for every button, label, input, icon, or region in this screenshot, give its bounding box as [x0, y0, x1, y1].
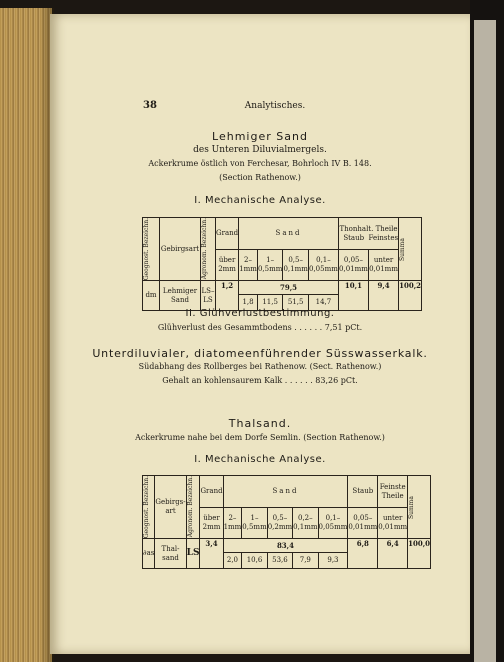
- staub-sub-header: 0,05–0,01mm: [348, 508, 378, 539]
- col-thon-header: Thonhalt. Theile Staub Feinstes: [338, 218, 398, 250]
- col-gebirgsart-header: Gebirgs-art: [155, 476, 186, 539]
- row-summa: 100,0: [408, 539, 431, 569]
- col-summa-header: Summa: [399, 218, 422, 281]
- sand-sub-header-5: 0,1–0,05mm: [318, 508, 348, 539]
- sand-sub-header-3: 0,5–0,1mm: [283, 250, 309, 281]
- col-gebirgsart-header: Gebirgsart: [160, 218, 201, 281]
- col-grand-header: Grand: [216, 218, 239, 250]
- section2-line: Gehalt an kohlensaurem Kalk . . . . . . 83,26 pCt.: [162, 376, 358, 385]
- col-summa-header: Summa: [408, 476, 431, 539]
- row-geognost: dm: [143, 281, 160, 311]
- row-sand-part-3: 53,6: [267, 553, 292, 569]
- section1-subtitle: des Unteren Diluvialmergels.: [193, 145, 327, 155]
- staub-sub-header: 0,05–0,01mm: [338, 250, 368, 281]
- section3-analysis-table: [142, 475, 431, 569]
- section3-title: Thalsand.: [228, 417, 292, 430]
- row-sand-part-1: 1,8: [239, 295, 258, 311]
- row-sand-total: 79,5: [239, 281, 339, 295]
- sand-sub-header-4: 0,1–0,05mm: [308, 250, 338, 281]
- sand-sub-header-3: 0,5–0,2mm: [267, 508, 292, 539]
- col-staub-header: Staub: [348, 476, 378, 508]
- section3-analysis-heading: I. Mechanische Analyse.: [194, 454, 326, 465]
- sand-sub-header-2: 1–0,5mm: [242, 508, 267, 539]
- page-number: 38: [143, 100, 157, 111]
- row-geognost: ∂as: [143, 539, 155, 569]
- row-staub: 10,1: [338, 281, 368, 311]
- section1-gluh-heading: II. Glühverlustbestimmung.: [185, 308, 335, 319]
- section3-location: Ackerkrume nahe bei dem Dorfe Semlin. (Section Rathenow.): [135, 433, 385, 442]
- row-agronom: LS–LS: [201, 281, 216, 311]
- section1-section: (Section Rathenow.): [219, 173, 301, 182]
- row-sand-part-1: 2,0: [223, 553, 242, 569]
- section1-analysis-heading: I. Mechanische Analyse.: [194, 195, 326, 206]
- col-feinst-header: Feinste Theile: [378, 476, 408, 508]
- grand-sub-header: über 2mm: [200, 508, 223, 539]
- sand-sub-header-2: 1–0,5mm: [257, 250, 282, 281]
- grand-sub-header: über 2mm: [216, 250, 239, 281]
- row-gebirgsart: Lehmiger Sand: [160, 281, 201, 311]
- row-sand-part-3: 51,5: [283, 295, 309, 311]
- row-sand-part-4: 14,7: [308, 295, 338, 311]
- sand-sub-header-1: 2–1mm: [223, 508, 242, 539]
- row-agronom: LS: [186, 539, 200, 569]
- col-geognost-header: Geognost. Bezeichn.: [143, 218, 160, 281]
- col-agronom-header: Agronom. Bezeichn.: [201, 218, 216, 281]
- col-sand-header: Sand: [223, 476, 348, 508]
- row-feinst: 6,4: [378, 539, 408, 569]
- col-sand-header: Sand: [239, 218, 339, 250]
- row-grand: 1,2: [216, 281, 239, 311]
- running-head: Analytisches.: [244, 101, 306, 111]
- row-grand: 3,4: [200, 539, 223, 569]
- row-staub: 6,8: [348, 539, 378, 569]
- section2-title: Unterdiluvialer, diatomeenführender Süsswasserkalk.: [92, 347, 428, 360]
- section2-location: Südabhang des Rollberges bei Rathenow. (Sect. Rathenow.): [138, 362, 382, 371]
- row-sand-total: 83,4: [223, 539, 348, 553]
- row-sand-part-4: 7,9: [293, 553, 318, 569]
- row-gebirgsart: Thal-sand: [155, 539, 186, 569]
- sand-sub-header-1: 2–1mm: [239, 250, 258, 281]
- section1-title: Lehmiger Sand: [212, 130, 308, 143]
- book-page: [50, 14, 470, 654]
- section1-analysis-table: [142, 217, 422, 311]
- row-sand-part-2: 11,5: [257, 295, 282, 311]
- row-feinst: 9,4: [368, 281, 398, 311]
- section1-location: Ackerkrume östlich von Ferchesar, Bohrloch IV B. 148.: [148, 159, 372, 168]
- row-sand-part-2: 10,6: [242, 553, 267, 569]
- feinst-sub-header: unter 0,01mm: [368, 250, 398, 281]
- row-summa: 100,2: [399, 281, 422, 311]
- col-agronom-header: Agronom. Bezeichn.: [186, 476, 200, 539]
- sand-sub-header-4: 0,2–0,1mm: [293, 508, 318, 539]
- facing-page-strip: [474, 20, 496, 662]
- section1-gluh-line: Glühverlust des Gesammtbodens . . . . . . 7,51 pCt.: [157, 323, 363, 332]
- col-grand-header: Grand: [200, 476, 223, 508]
- row-sand-part-5: 9,3: [318, 553, 348, 569]
- feinst-sub-header: unter 0,01mm: [378, 508, 408, 539]
- col-geognost-header: Geognost. Bezeichn.: [143, 476, 155, 539]
